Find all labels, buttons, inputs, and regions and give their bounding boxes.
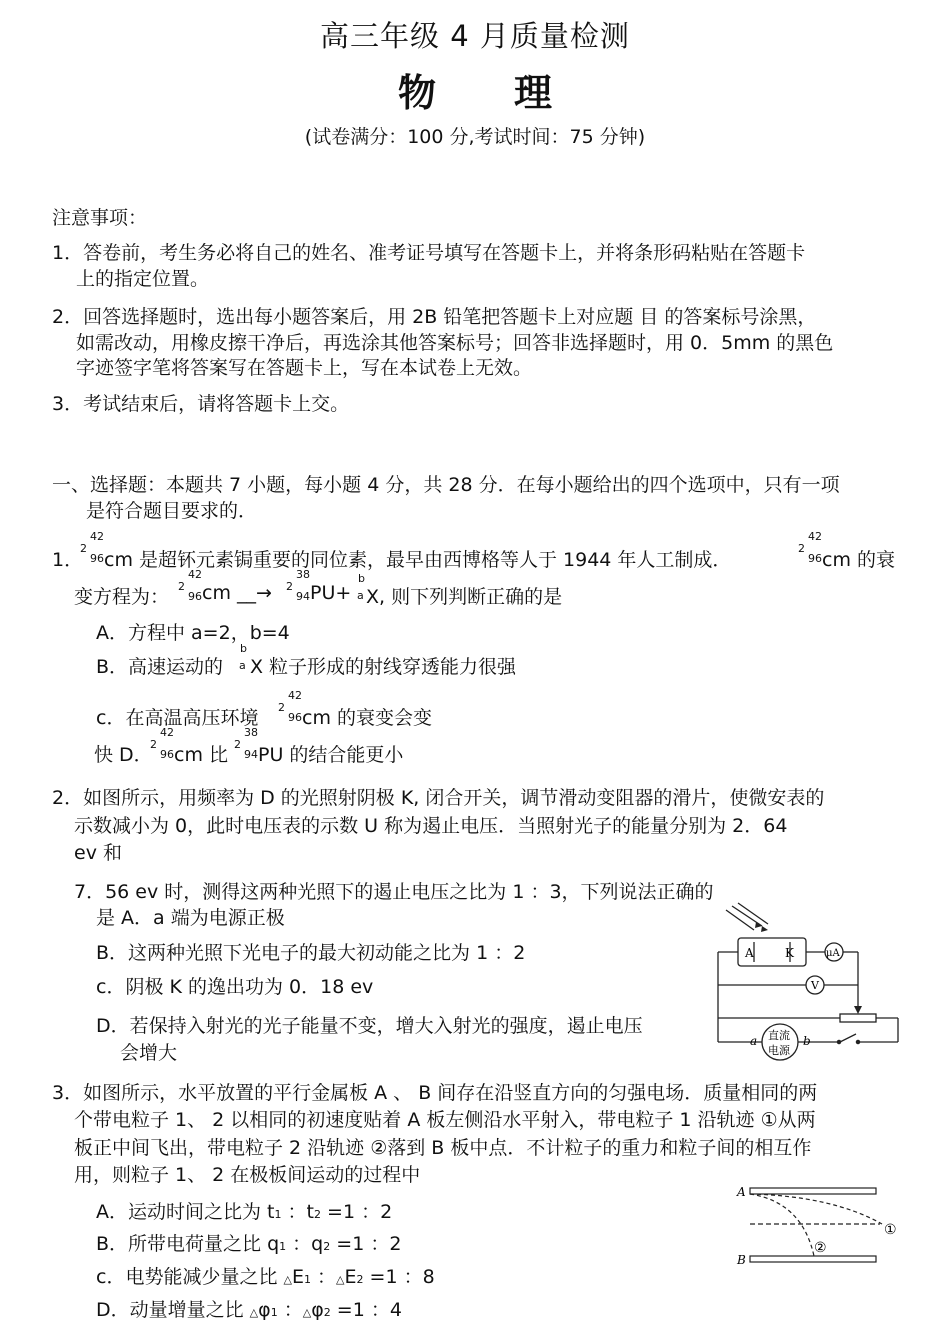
- plate-b-label: B: [737, 1253, 746, 1267]
- q2-line-2: 示数减小为 0，此时电压表的示数 U 称为遏止电压．当照射光子的能量分别为 2．64: [74, 815, 788, 837]
- trajectory-2-label: ②: [814, 1240, 827, 1256]
- note-1-line-2: 上的指定位置。: [76, 268, 210, 290]
- q1-cm-mass-2: 42: [808, 530, 822, 543]
- q3-line-1: 3．如图所示，水平放置的平行金属板 A 、 B 间存在沿竖直方向的匀强电场．质量相同的两: [52, 1082, 818, 1104]
- q3-option-a: A．运动时间之比为 t1 ：t2 =1 ：2: [96, 1201, 393, 1223]
- q1-eq-cm-prefix: 2: [178, 580, 185, 593]
- subject-title: 物理: [397, 71, 630, 115]
- q1-optd-pu-mass: 38: [244, 726, 258, 739]
- source-label-2: 电源: [768, 1044, 790, 1057]
- q1-eq-pu-charge: 94: [296, 590, 310, 603]
- q1-optd-cm-prefix: 2: [150, 738, 157, 751]
- terminal-b-label: b: [803, 1034, 811, 1048]
- q2-option-d-line-1: D．若保持入射光的光子能量不变，增大入射光的强度，遏止电压: [96, 1015, 643, 1037]
- terminal-a-label: a: [750, 1034, 758, 1048]
- section-heading-line-2: 是符合题目要求的．: [86, 500, 258, 522]
- exam-meta: (试卷满分：100 分,考试时间：75 分钟): [304, 126, 646, 148]
- q2-option-b: B．这两种光照下光电子的最大初动能之比为 1 ：2: [96, 942, 526, 964]
- note-2-line-2: 如需改动，用橡皮擦干净后，再选涂其他答案标号；回答非选择题时，用 0．5mm 的黑色: [76, 332, 834, 354]
- q1-line-1-text: cm 是超钚元素锔重要的同位素，最早由西博格等人于 1944 年人工制成．: [104, 549, 732, 571]
- voltmeter-label: V: [811, 979, 819, 992]
- q1-optb-x-mass: b: [240, 642, 247, 655]
- exam-title: 高三年级 4 月质量检测: [320, 19, 630, 53]
- source-label-1: 直流: [768, 1029, 790, 1042]
- q1-option-d-mid: cm 比: [174, 744, 228, 766]
- microammeter-label: μA: [826, 948, 840, 959]
- q2-line-4: 7．56 ev 时，测得这两种光照下的遏止电压之比为 1 ：3，下列说法正确的: [74, 881, 714, 903]
- q1-option-d-end: PU 的结合能更小: [258, 744, 404, 766]
- q1-optd-pu-prefix: 2: [234, 738, 241, 751]
- q1-option-c-start: c．在高温高压环境: [96, 707, 259, 729]
- q1-option-b-end: X 粒子形成的射线穿透能力很强: [250, 656, 517, 678]
- q2-line-3: ev 和: [74, 842, 122, 864]
- q1-optb-x-charge: a: [239, 659, 246, 672]
- q1-cm-mass: 42: [90, 530, 104, 543]
- q2-option-a: 是 A．a 端为电源正极: [96, 907, 285, 929]
- q1-option-b-start: B．高速运动的: [96, 656, 224, 678]
- q1-eq-x-charge: a: [357, 589, 364, 602]
- q1-eq-pu: PU+: [310, 582, 352, 604]
- q3-option-b: B．所带电荷量之比 q1 ：q2 =1 ：2: [96, 1233, 402, 1255]
- notes-heading: 注意事项：: [52, 207, 148, 229]
- q1-number: 1．: [52, 549, 84, 571]
- q3-line-4: 用，则粒子 1、 2 在极板间运动的过程中: [74, 1164, 421, 1186]
- q1-cm-charge: 96: [90, 552, 104, 565]
- anode-label: A: [745, 946, 754, 960]
- q1-optc-charge: 96: [288, 711, 302, 724]
- q1-line-1-end: cm 的衰: [822, 549, 895, 571]
- q1-optd-cm-charge: 96: [160, 748, 174, 761]
- q1-eq-pu-prefix: 2: [286, 580, 293, 593]
- q1-eq-x-mass: b: [358, 572, 365, 585]
- q1-eq-pu-mass: 38: [296, 568, 310, 581]
- q1-optc-mass: 42: [288, 689, 302, 702]
- q1-eq-cm: cm __→: [202, 582, 272, 604]
- q1-optd-cm-mass: 42: [160, 726, 174, 739]
- cathode-label: K: [785, 946, 794, 960]
- note-1-line-1: 1．答卷前，考生务必将自己的姓名、准考证号填写在答题卡上，并将条形码粘贴在答题卡: [52, 242, 806, 264]
- q1-cm-charge-prefix: 2: [80, 542, 87, 555]
- q1-line-2-start: 变方程为：: [74, 586, 170, 608]
- note-2-line-1: 2．回答选择题时，选出每小题答案后，用 2B 铅笔把答题卡上对应题 目 的答案标号涂黑，: [52, 306, 817, 328]
- q1-line-2-end: X, 则下列判断正确的是: [366, 586, 563, 608]
- plate-a-label: A: [737, 1185, 746, 1199]
- q3-option-d: D．动量增量之比 △φ1 ：△φ2 =1 ：4: [96, 1299, 402, 1321]
- q1-cm-charge-2: 96: [808, 552, 822, 565]
- q1-eq-cm-mass: 42: [188, 568, 202, 581]
- q1-cm-charge-prefix-2: 2: [798, 542, 805, 555]
- note-3: 3．考试结束后，请将答题卡上交。: [52, 393, 350, 415]
- q1-option-d-start: 快 D．: [94, 744, 153, 766]
- q1-eq-cm-charge: 96: [188, 590, 202, 603]
- slider-arrow-icon: [854, 1006, 862, 1014]
- q3-option-c: c．电势能减少量之比 △E1 ：△E2 =1 ：8: [96, 1266, 435, 1288]
- q2-line-1: 2．如图所示，用频率为 D 的光照射阴极 K, 闭合开关，调节滑动变阻器的滑片，使微安表的: [52, 787, 825, 809]
- q1-optd-pu-charge: 94: [244, 748, 258, 761]
- q3-line-3: 板正中间飞出，带电粒子 2 沿轨迹 ②落到 B 板中点．不计粒子的重力和粒子间的相互作: [74, 1137, 812, 1159]
- light-arrow-icon: [761, 926, 768, 932]
- q1-option-c-end: cm 的衰变会变: [302, 707, 432, 729]
- section-heading-line-1: 一、选择题：本题共 7 小题，每小题 4 分，共 28 分．在每小题给出的四个选项中，只有一项: [52, 474, 840, 496]
- q2-option-c: c．阴极 K 的逸出功为 0．18 ev: [96, 976, 374, 998]
- trajectory-1-label: ①: [884, 1222, 897, 1238]
- q2-option-d-line-2: 会增大: [120, 1042, 178, 1064]
- parallel-plates-figure: [732, 1180, 908, 1272]
- q3-line-2: 个带电粒子 1、 2 以相同的初速度贴着 A 板左侧沿水平射入，带电粒子 1 沿轨迹 ①从两: [74, 1109, 816, 1131]
- photoelectric-circuit-figure: [708, 902, 904, 1070]
- note-2-line-3: 字迹签字笔将答案写在答题卡上，写在本试卷上无效。: [76, 357, 533, 379]
- q1-optc-prefix: 2: [278, 701, 285, 714]
- q1-option-a: A．方程中 a=2，b=4: [96, 622, 290, 644]
